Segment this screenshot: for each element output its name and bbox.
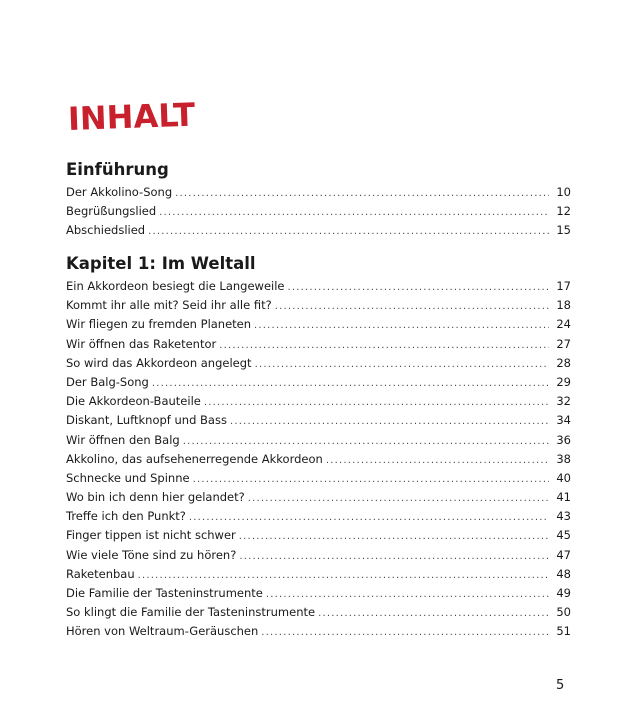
toc-entry xyxy=(66,298,571,317)
toc-entry xyxy=(66,337,571,356)
dot-leader xyxy=(275,301,549,312)
dot-leader xyxy=(219,340,549,351)
toc-entry-page: 41 xyxy=(556,490,571,505)
dot-leader xyxy=(138,570,549,581)
dot-leader xyxy=(230,416,549,427)
toc-entry-page: 10 xyxy=(556,185,571,199)
toc-entry xyxy=(66,317,571,336)
toc-entry-page: 47 xyxy=(556,547,571,562)
toc-entry-title: Treffe ich den Punkt? xyxy=(66,509,186,524)
toc-entry-title: Wir öffnen den Balg xyxy=(66,432,180,447)
toc-entry xyxy=(66,528,571,547)
toc-list xyxy=(66,185,571,243)
toc-entry-page: 34 xyxy=(556,413,571,428)
toc-entry-title: Hören von Weltraum-Geräuschen xyxy=(66,624,259,639)
toc-entry-title: Begrüßungslied xyxy=(66,204,157,219)
toc-entry-title: Die Familie der Tasteninstrumente xyxy=(66,586,263,600)
dot-leader xyxy=(248,493,549,504)
page-number: 5 xyxy=(556,678,565,693)
toc-entry-title: Der Akkolino-Song xyxy=(66,185,173,199)
dot-leader xyxy=(318,608,549,619)
toc-entry-title: So klingt die Familie der Tasteninstrumente xyxy=(66,605,316,620)
toc-entry-title: Abschiedslied xyxy=(66,223,146,238)
dot-leader xyxy=(204,397,549,408)
toc-entry-page: 40 xyxy=(556,470,571,485)
toc-entry-page: 48 xyxy=(556,566,571,581)
toc-entry-title: Akkolino, das aufsehenerregende Akkordeon xyxy=(66,451,323,466)
section-heading: Einführung xyxy=(66,160,169,179)
toc-entry xyxy=(66,567,571,586)
dot-leader xyxy=(152,378,549,389)
toc-entry-title: Finger tippen ist nicht schwer xyxy=(66,528,236,543)
toc-entry-page: 51 xyxy=(556,624,571,639)
toc-entry-page: 17 xyxy=(556,279,571,293)
dot-leader xyxy=(189,512,549,523)
toc-entry-page: 18 xyxy=(556,298,571,313)
toc-entry xyxy=(66,490,571,509)
toc-entry xyxy=(66,624,571,643)
toc-entry xyxy=(66,223,571,242)
toc-entry-page: 27 xyxy=(556,336,571,351)
section-heading: Kapitel 1: Im Weltall xyxy=(66,254,256,273)
dot-leader xyxy=(266,589,549,600)
toc-entry xyxy=(66,356,571,375)
dot-leader xyxy=(261,627,549,638)
page-title: INHALT xyxy=(67,95,196,138)
toc-entry-page: 45 xyxy=(556,528,571,543)
toc-entry xyxy=(66,204,571,223)
toc-entry xyxy=(66,413,571,432)
toc-entry-title: Schnecke und Spinne xyxy=(66,470,190,485)
toc-entry xyxy=(66,279,571,298)
toc-entry-page: 49 xyxy=(556,586,571,600)
toc-entry xyxy=(66,586,571,605)
toc-entry-page: 43 xyxy=(556,509,571,524)
toc-entry-title: Raketenbau xyxy=(66,566,135,581)
dot-leader xyxy=(239,531,549,542)
toc-entry-title: Wie viele Töne sind zu hören? xyxy=(66,547,237,562)
toc-entry-page: 29 xyxy=(556,374,571,389)
toc-entry xyxy=(66,605,571,624)
toc-entry xyxy=(66,471,571,490)
dot-leader xyxy=(159,207,549,218)
toc-entry xyxy=(66,394,571,413)
toc-entry-title: Wir fliegen zu fremden Planeten xyxy=(66,317,252,332)
dot-leader xyxy=(326,455,549,466)
toc-entry-page: 28 xyxy=(556,355,571,370)
toc-entry xyxy=(66,375,571,394)
toc-entry-page: 15 xyxy=(556,223,571,238)
dot-leader xyxy=(288,282,550,293)
toc-entry-title: Diskant, Luftknopf und Bass xyxy=(66,413,227,428)
toc-entry-page: 36 xyxy=(556,432,571,447)
dot-leader xyxy=(175,188,549,199)
toc-entry-page: 12 xyxy=(556,204,571,219)
dot-leader xyxy=(255,359,549,370)
toc-list xyxy=(66,279,571,644)
toc-entry-title: Die Akkordeon-Bauteile xyxy=(66,394,201,409)
toc-entry-title: Ein Akkordeon besiegt die Langeweile xyxy=(66,279,285,293)
toc-entry-page: 50 xyxy=(556,605,571,620)
toc-entry xyxy=(66,548,571,567)
toc-entry-page: 24 xyxy=(556,317,571,332)
toc-entry-title: Wo bin ich denn hier gelandet? xyxy=(66,490,245,505)
toc-entry xyxy=(66,452,571,471)
section-kapitel-1 xyxy=(66,254,571,644)
dot-leader xyxy=(183,436,549,447)
dot-leader xyxy=(193,474,549,485)
dot-leader xyxy=(148,226,549,237)
dot-leader xyxy=(254,320,549,331)
dot-leader xyxy=(239,551,549,562)
toc-entry xyxy=(66,509,571,528)
toc-entry-title: Kommt ihr alle mit? Seid ihr alle fit? xyxy=(66,298,272,313)
toc-entry-page: 32 xyxy=(556,394,571,409)
toc-entry-title: Der Balg-Song xyxy=(66,374,149,389)
toc-entry xyxy=(66,185,571,204)
section-einfuehrung xyxy=(66,160,571,243)
toc-entry-title: So wird das Akkordeon angelegt xyxy=(66,355,252,370)
toc-entry-title: Wir öffnen das Raketentor xyxy=(66,336,217,351)
toc-entry-page: 38 xyxy=(556,451,571,466)
toc-entry xyxy=(66,433,571,452)
